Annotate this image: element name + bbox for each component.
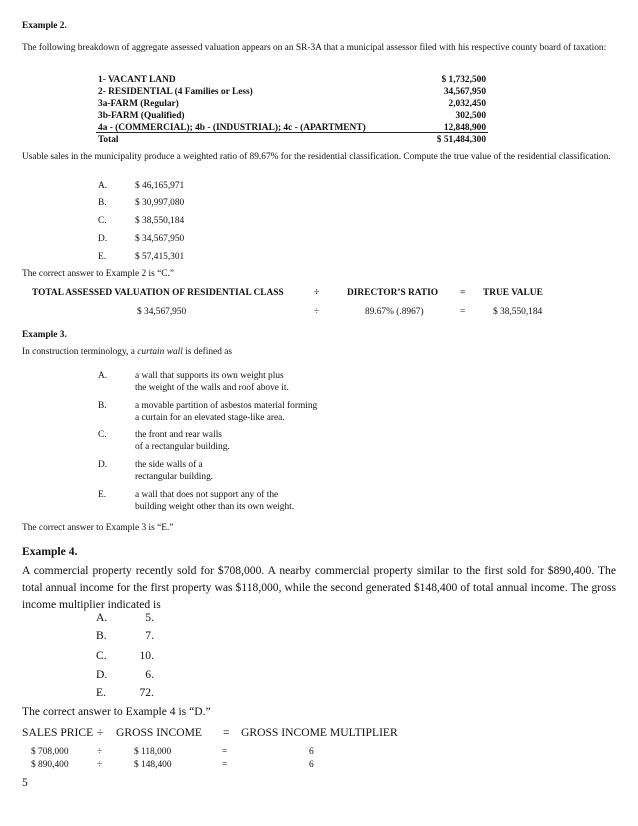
option-text: 10. <box>139 649 154 662</box>
example-2-answer: The correct answer to Example 2 is “C.” <box>22 269 175 279</box>
option-text: $ 38,550,184 <box>135 216 185 226</box>
example-3-intro-term: curtain wall <box>137 347 183 357</box>
option-text-line2: building weight other than its own weight. <box>135 502 295 512</box>
formula-value-total: $ 34,567,950 <box>137 307 187 317</box>
option-letter: A. <box>98 371 108 381</box>
table-row-value: $ 1,732,500 <box>441 75 486 85</box>
option-text-line2: a curtain for an elevated stage-like area. <box>135 413 285 423</box>
formula-row-income: $ 118,000 <box>134 747 172 757</box>
formula-header-gim: GROSS INCOME MULTIPLIER <box>241 726 398 739</box>
option-text-line2: the weight of the walls and roof above it. <box>135 383 289 393</box>
formula-header-equals: = <box>460 288 466 298</box>
example-4-intro: A commercial property recently sold for $708,000. A nearby commercial property similar to the first sold for $890,400. The total annual income for the first property was $118,000, while the second generated $148,400 of total annual income. The gross income multiplier indicated is <box>22 564 616 611</box>
option-text-line2: rectangular building. <box>135 472 214 482</box>
formula-row-operator: ÷ <box>97 760 103 770</box>
table-divider <box>96 132 488 133</box>
table-row-label: 1- VACANT LAND <box>98 75 176 85</box>
option-letter: B. <box>96 629 107 642</box>
option-text-line1: the front and rear walls <box>135 430 222 440</box>
option-letter: E. <box>96 686 106 699</box>
option-letter: B. <box>98 198 107 208</box>
example-4-heading: Example 4. <box>22 545 78 558</box>
formula-value-equals: = <box>460 307 466 317</box>
option-text: $ 57,415,301 <box>135 252 185 262</box>
formula-header-true-value: TRUE VALUE <box>483 288 543 298</box>
table-row-label: 4a - (COMMERCIAL); 4b - (INDUSTRIAL); 4c - (APARTMENT) <box>98 123 366 133</box>
option-text-line1: a wall that does not support any of the <box>135 490 279 500</box>
option-text: 72. <box>139 686 154 699</box>
example-4-answer: The correct answer to Example 4 is “D.” <box>22 705 211 718</box>
example-3-intro-after: is defined as <box>182 347 233 357</box>
formula-header-operator: ÷ <box>314 288 320 298</box>
table-row-value: 302,500 <box>455 111 486 121</box>
option-letter: A. <box>98 181 108 191</box>
example-3-answer: The correct answer to Example 3 is “E.” <box>22 523 174 533</box>
formula-row-equals: = <box>222 760 228 770</box>
table-row-value: 34,567,950 <box>443 87 486 97</box>
option-text: 6. <box>145 668 154 681</box>
option-letter: E. <box>98 490 107 500</box>
example-2-question: Usable sales in the municipality produce a weighted ratio of 89.67% for the residential classification. Compute the true value of the residential classification. <box>22 152 611 162</box>
formula-row-equals: = <box>222 747 228 757</box>
table-row-value: 2,032,450 <box>448 99 486 109</box>
formula-row-price: $ 890,400 <box>31 760 69 770</box>
option-text: $ 46,165,971 <box>135 181 185 191</box>
example-2-heading: Example 2. <box>22 21 67 31</box>
example-3-intro-before: In construction terminology, a <box>22 347 138 357</box>
example-3-heading: Example 3. <box>22 330 67 340</box>
option-text-line1: the side walls of a <box>135 460 203 470</box>
formula-row-price: $ 708,000 <box>31 747 69 757</box>
formula-row-gim: 6 <box>309 747 314 757</box>
table-row-label: 3a-FARM (Regular) <box>98 99 179 109</box>
table-row-label: 2- RESIDENTIAL (4 Families or Less) <box>98 87 253 97</box>
option-text: $ 30,997,080 <box>135 198 185 208</box>
formula-header-total: TOTAL ASSESSED VALUATION OF RESIDENTIAL CLASS <box>32 288 284 298</box>
option-text: 5. <box>145 611 154 624</box>
option-letter: D. <box>96 668 108 681</box>
formula-header-operator: ÷ <box>97 726 104 739</box>
table-row-label: 3b-FARM (Qualified) <box>98 111 185 121</box>
option-letter: B. <box>98 401 107 411</box>
option-letter: C. <box>98 216 107 226</box>
formula-header-price: SALES PRICE <box>22 726 94 739</box>
option-text-line2: of a rectangular building. <box>135 442 230 452</box>
option-text-line1: a movable partition of asbestos material forming <box>135 401 318 411</box>
formula-value-ratio: 89.67% (.8967) <box>365 307 424 317</box>
option-letter: C. <box>98 430 107 440</box>
table-row-value: 12,848,900 <box>443 123 486 133</box>
formula-header-ratio: DIRECTOR’S RATIO <box>347 288 439 298</box>
formula-header-income: GROSS INCOME <box>116 726 203 739</box>
table-total-value: $ 51,484,300 <box>436 135 486 145</box>
table-total-label: Total <box>98 135 119 145</box>
formula-value-operator: ÷ <box>314 307 320 317</box>
option-text: 7. <box>145 629 154 642</box>
option-letter: D. <box>98 234 108 244</box>
option-text-line1: a wall that supports its own weight plus <box>135 371 284 381</box>
option-letter: E. <box>98 252 107 262</box>
formula-row-income: $ 148,400 <box>134 760 172 770</box>
formula-row-operator: ÷ <box>97 747 103 757</box>
option-text: $ 34,567,950 <box>135 234 185 244</box>
page-number: 5 <box>22 776 28 789</box>
option-letter: A. <box>96 611 108 624</box>
formula-header-equals: = <box>223 726 230 739</box>
example-2-intro: The following breakdown of aggregate assessed valuation appears on an SR-3A that a municipal assessor filed with his respective county board of taxation: <box>22 43 607 53</box>
example-3-intro <box>22 346 232 358</box>
option-letter: C. <box>96 649 107 662</box>
option-letter: D. <box>98 460 108 470</box>
formula-value-true-value: $ 38,550,184 <box>493 307 543 317</box>
formula-row-gim: 6 <box>309 760 314 770</box>
